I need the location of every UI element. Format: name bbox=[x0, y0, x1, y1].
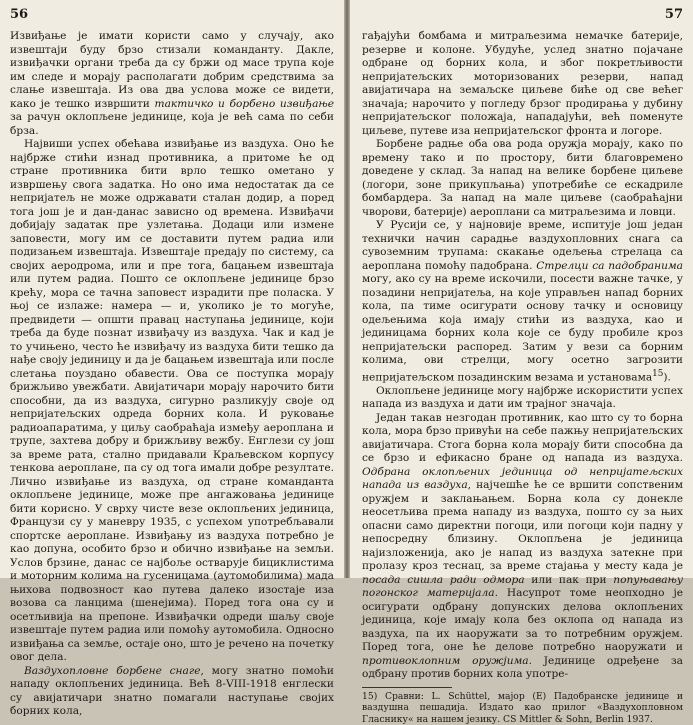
footnote-divider bbox=[362, 687, 452, 688]
emphasized-text: попуњавању погонског материјала bbox=[362, 573, 683, 600]
text-run: . Јединице одређене за одбрану против борних кола употре- bbox=[362, 654, 683, 681]
paragraph bbox=[362, 138, 683, 219]
footnote-text: Сравни: L. Schüttel, мајор (E) Падобранске јединице и ваздушна пешадија. Издато као прилог «Ваздухопловном Гласнику« на нашем језику. CS Mittler & Sohn, Berlin 1937. bbox=[362, 690, 684, 725]
emphasized-text: посада сишла ради одмора bbox=[362, 573, 525, 586]
text-run: Оклопљене јединице могу најбрже искористити успех напада из ваздуха и дати им трајног значаја. bbox=[362, 384, 683, 411]
text-run: Извиђање је имати користи само у случају, ако извештаји буду брзо стизали команданту. Дакле, извиђачки органи треба да су бржи од масе трупа које им следе и морају располагати добрим средствима за слање извештаја. Из ова два услова може се видети, како је тешко извршити bbox=[10, 30, 334, 110]
page-body bbox=[10, 30, 334, 719]
text-run: У Русији се, у најновије време, испитује још један технички начин сарадње ваздухопловних снага са сувоземним трупама: скакање одељења стрелаца са аероплана помоћу падобрана. bbox=[362, 219, 683, 272]
paragraph bbox=[10, 665, 334, 719]
text-run: за рачун оклопљене јединице, која је већ сама по себи брза. bbox=[10, 111, 334, 137]
text-run: ). bbox=[663, 371, 671, 384]
paragraph bbox=[362, 385, 683, 412]
page-number: 56 bbox=[10, 7, 29, 22]
text-run: , могу знатно помоћи нападу оклопљених јединица. Већ 8-VIII-1918 енглески су авијатичари знатно помагали наступање својих борних кола, bbox=[10, 664, 334, 717]
paragraph bbox=[362, 219, 683, 385]
emphasized-text: Стрелци са падобранима bbox=[536, 259, 683, 272]
text-run: Највиши успех обећава извиђање из ваздуха. Оно ће најбрже стићи изнад противника, а притоме ће од стране противника бити врло тешко ометано у извршењу свога задатка. Но оно има недостатак да се непријатељ не може одржавати сталан додир, а поред тога још је и дан-данас зависно од времена. Извиђачи добијају задатак пре узлетања. Додаци или измене заповести, могу им се доставити путем радиа или подизањем извештаја. Извештаје предају по систему, са својих аеродрома, или и пре тога, бацањем извештаја или путем радиа. Пошто се оклопљене јединице брзо крећу, мора се тачна заповест израдити пре поласка. У њој се излаже: намера — и, уколико је то могуће, предвидети — општи правац наступања јединице, који треба да буде познат извиђачу из ваздуха. Чак и кад је то учињено, често ће извиђачу из ваздуха бити тешко да нађе своју јединицу и да је бацањем извештаја или после слетања поуздано обавести. Ова се поступка морају брижљиво увежбати. Авијатичари морају нарочито бити способни, да из ваздуха, сигурно разликују своје од непријатељских одреда борних кола. И руковање радиоапаратима, у циљу саобраћаја између аероплана и трупе, захтева добру и брижљиву вежбу. Енглези су још за време рата, стално придавали Краљевском корпусу тенкова аероплане, па су од тога имали добре резултате. Лично извиђање из ваздуха, од стране команданта оклопљене јединице, може пре ангажовања јединице бити корисно. У сврху чисте везе оклопљених јединица, Французи су у маневру 1935, с успехом употребљавали спортске аероплане. Извиђању из ваздуха потребно је као допуна, особито брзо и обично извиђање на земљи. Услов брзине, данас се најбоље остварује бициклистима и моторним колима на гусеницама (аутомобилима) мада њихова подвозност као путева далеко изостаје иза возова са ланцима (шенејима). Поред тога она су и осетљивија на препоне. Извиђачки одреди шаљу своје извештаје путем радиа или помоћу аутомобила. Односно извиђања са земље, остаје оно, што је речено на почетку овог дела. bbox=[10, 138, 334, 663]
emphasized-text: Ваздухопловне борбене снаге bbox=[24, 664, 201, 677]
paragraph bbox=[362, 30, 683, 138]
text-run: гађајући бомбама и митраљезима немачке батерије, резерве и колоне. Убудуће, услед знатно појачане одбране од борних кола, и због покретљивости непријатељских моторизованих резерви, напад авијатичара на земаљске циљеве биће од све већег значаја; нарочито у погледу брзог продирања у дубину непријатељског положаја, нападајући, већ поменуте циљеве, путеве иза непријатељског фронта и логоре. bbox=[362, 30, 683, 137]
page-body bbox=[362, 30, 683, 682]
text-run: или пак при bbox=[524, 573, 614, 586]
text-run: Један такав незгодан противник, као што су то борна кола, мора брзо привући на себе пажњу непријатељских авијатичара. Стога борна кола морају бити способна да се брзо и ефикасно бране од напада из ваздуха. bbox=[362, 411, 683, 465]
emphasized-text: тактичко и борбено извиђање bbox=[154, 97, 335, 110]
text-run: могу, ако су на време искочили, посести важне тачке, у позадини непријатеља, на које управљен напад борних кола, па тиме осигурати основу тачку и основицу одељењима која имају стићи из ваздуха, као и јединицама борних кола које се буду пробиле кроз непријатељски распоред. Затим у вези са борним колима, ови стрелци, могу осетно загрозити непријатељском позадинским везама и установама bbox=[362, 273, 683, 384]
footnote bbox=[362, 691, 683, 725]
paragraph bbox=[10, 138, 334, 665]
emphasized-text: противоклопним оружјима bbox=[362, 654, 529, 667]
left-page bbox=[0, 0, 344, 717]
paragraph bbox=[362, 412, 683, 682]
text-run: . Насупрот томе неопходно је осигурати одбрану допунских делова оклопљених јединица, које имају кола без оклопа од напада из ваздуха, па их наоружати за то потребним оружјем. Поред тога, оне ће делове потребно наоружати и bbox=[362, 587, 683, 654]
page-number: 57 bbox=[664, 7, 683, 22]
paragraph bbox=[10, 30, 334, 138]
right-page bbox=[350, 0, 693, 725]
footnote-marker: 15) bbox=[362, 690, 378, 702]
footnote-reference: 15 bbox=[652, 368, 664, 379]
emphasized-text: Одбрана оклопљених јединица од непријатељских напада из ваздуха bbox=[362, 465, 683, 492]
text-run: , најчешће ће се вршити сопственим оружјем и заклањањем. Борна кола су донекле неосетљива према нападу из ваздуха, пошто су за њих опасни само директни погоци, или погоци који падну у непосредну близину. Оклопљена је јединица најизложенија, ако је напад из ваздуха затекне при пролазу кроз теснац, за време стајања у месту када је bbox=[362, 479, 683, 573]
text-run: Борбене радње оба ова рода оружја морају, како по времену тако и по простору, бити благовремено доведене у склад. За напад на велике борбене циљеве (логори, зоне прикупљања) употребиће се ескадриле бомбардера. За напад на мале циљеве (саобраћајни чворови, батерије) аероплани са митраљезима и ловци. bbox=[362, 138, 683, 218]
